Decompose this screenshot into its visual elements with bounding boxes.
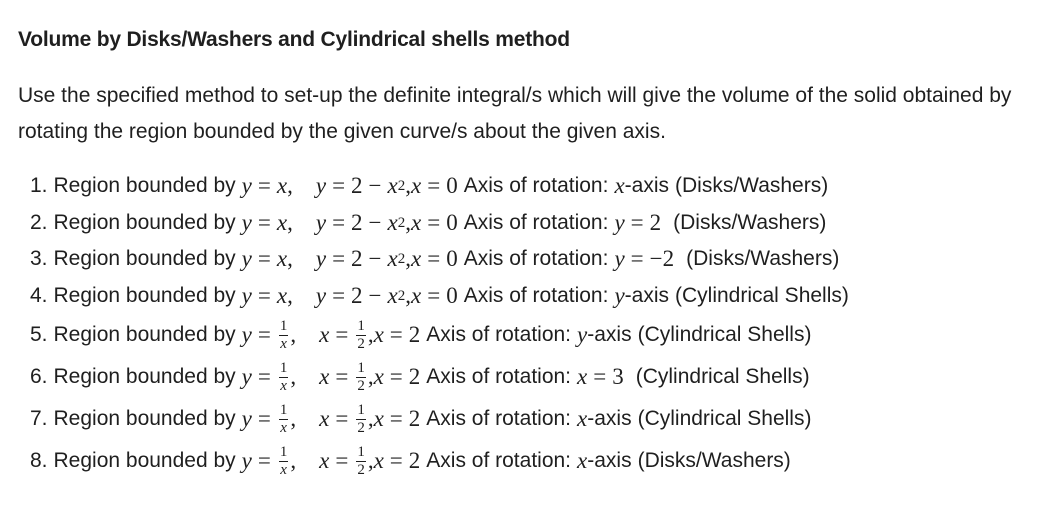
region-label: Region bounded by [53, 283, 236, 307]
math-variable: x [373, 406, 384, 431]
fraction-denominator: 2 [357, 335, 365, 352]
math-variable: y [614, 282, 625, 308]
axis-math [614, 283, 624, 309]
math-variable: x [411, 209, 422, 235]
axis-of-rotation [464, 246, 840, 272]
math-text: , [290, 406, 320, 431]
problem-number: 2. [30, 210, 48, 234]
method-label: (Disks/Washers) [673, 210, 827, 234]
axis-label: Axis of rotation: [426, 449, 572, 472]
math-variable: y [241, 282, 252, 308]
region-label: Region bounded by [53, 247, 236, 271]
axis-of-rotation [426, 406, 811, 432]
math-operator: = [335, 364, 349, 389]
fraction-denominator: x [280, 419, 287, 436]
math-variable: x [614, 173, 625, 199]
math-operator: = [427, 209, 441, 235]
math-text: , [367, 322, 374, 347]
math-operator: − [368, 209, 382, 235]
axis-of-rotation [426, 448, 791, 474]
math-text: 2 [351, 282, 363, 308]
axis-label: Axis of rotation: [463, 283, 609, 307]
region-equations: y = x , y = 2 − x 2 , x = 0 [241, 246, 458, 272]
problem-number: 8. [30, 449, 48, 472]
fraction [279, 361, 289, 394]
math-variable: x [411, 173, 422, 199]
math-text: , [405, 173, 411, 199]
math-variable: x [387, 282, 398, 308]
problem-item [30, 314, 1030, 356]
page-title: Volume by Disks/Washers and Cylindrical shells method [18, 28, 570, 51]
problem-item [30, 168, 1030, 205]
fraction-numerator: 1 [279, 401, 288, 418]
axis-label: Axis of rotation: [426, 323, 572, 346]
axis-label: Axis of rotation: [463, 210, 609, 234]
axis-math [577, 322, 587, 348]
math-variable: y [241, 364, 252, 389]
axis-label: Axis of rotation: [463, 174, 609, 198]
problem-number: 1. [30, 174, 48, 198]
math-text: , [287, 282, 316, 308]
instructions-paragraph: Use the specified method to set-up the definite integral/s which will give the volume of the solid obtained by rotating the region bounded by the given curve/s about the given axis. [18, 84, 1012, 143]
math-operator: = [427, 173, 441, 199]
problem-number: 7. [30, 407, 48, 430]
method-label: (Disks/Washers) [637, 449, 791, 472]
fraction-denominator: 2 [357, 419, 365, 436]
math-variable: x [577, 364, 588, 389]
region-label: Region bounded by [53, 365, 236, 388]
axis-suffix: -axis [624, 283, 669, 307]
math-text: 0 [446, 209, 458, 235]
math-variable: y [614, 209, 625, 235]
fraction-numerator: 1 [279, 443, 288, 460]
fraction-denominator: x [280, 335, 287, 352]
method-label: (Cylindrical Shells) [637, 407, 812, 430]
method-label: (Disks/Washers) [686, 247, 840, 271]
fraction-denominator: 2 [357, 377, 365, 394]
math-text: , [287, 246, 316, 272]
math-operator: = [257, 364, 271, 389]
math-operator: = [335, 448, 349, 473]
axis-label: Axis of rotation: [426, 407, 572, 430]
math-operator: − [368, 246, 382, 272]
math-operator: = [389, 322, 403, 347]
axis-math [614, 210, 661, 236]
math-variable: y [241, 209, 252, 235]
axis-suffix: -axis [587, 449, 632, 472]
fraction [356, 361, 366, 394]
math-variable: x [276, 282, 288, 308]
math-text: 0 [446, 173, 458, 199]
math-text: 0 [446, 282, 458, 308]
math-operator: = [257, 406, 271, 431]
math-variable: x [276, 209, 288, 235]
math-variable: x [373, 448, 384, 473]
axis-of-rotation [426, 322, 811, 348]
region-equations: y = x , y = 2 − x 2 , x = 0 [241, 173, 458, 199]
axis-label: Axis of rotation: [463, 247, 609, 271]
math-operator: = [257, 282, 271, 308]
fraction [279, 319, 289, 352]
problem-item [30, 356, 1030, 398]
math-text: 2 [408, 322, 421, 347]
method-label: (Cylindrical Shells) [635, 365, 810, 388]
problem-number: 3. [30, 247, 48, 271]
region-equations: y = x , y = 2 − x 2 , x = 0 [241, 282, 458, 308]
method-label: (Cylindrical Shells) [675, 283, 849, 307]
math-variable: y [241, 406, 252, 431]
math-operator: = [335, 322, 349, 347]
region-equations [242, 403, 421, 436]
math-text: , [405, 209, 411, 235]
fraction [356, 403, 366, 436]
math-variable: y [241, 246, 252, 272]
method-label: (Disks/Washers) [675, 174, 829, 198]
region-equations [242, 319, 421, 352]
axis-label: Axis of rotation: [426, 365, 572, 388]
math-text: 2 [408, 448, 421, 473]
math-operator: − [368, 173, 382, 199]
math-variable: x [373, 322, 384, 347]
fraction [356, 319, 366, 352]
math-text: , [287, 173, 316, 199]
math-text: , [367, 406, 374, 431]
math-variable: y [315, 209, 327, 235]
math-operator: − [368, 282, 382, 308]
math-text: , [290, 448, 320, 473]
math-text: , [405, 246, 411, 272]
math-text: , [367, 448, 374, 473]
fraction-numerator: 1 [279, 317, 288, 334]
math-text: , [367, 364, 374, 389]
problem-number: 6. [30, 365, 48, 388]
math-text: 2 [649, 209, 662, 235]
region-equations: y = x , y = 2 − x 2 , x = 0 [241, 209, 458, 235]
math-text: , [405, 282, 411, 308]
math-operator: = [335, 406, 349, 431]
axis-of-rotation [464, 283, 849, 309]
fraction [356, 445, 366, 478]
region-equations [242, 361, 421, 394]
fraction [279, 403, 289, 436]
math-operator: = [332, 173, 346, 199]
problem-item [30, 205, 1030, 242]
fraction-denominator: 2 [357, 461, 365, 478]
math-variable: y [241, 448, 252, 473]
math-variable: x [387, 173, 398, 199]
problem-item [30, 241, 1030, 278]
axis-suffix: -axis [587, 407, 632, 430]
math-variable: y [315, 282, 327, 308]
math-operator: = [427, 282, 441, 308]
math-variable: x [276, 246, 288, 272]
math-operator: = [593, 364, 607, 389]
axis-of-rotation [464, 173, 829, 199]
math-variable: x [276, 173, 288, 199]
math-text: −2 [649, 246, 675, 272]
math-operator: = [332, 209, 346, 235]
fraction-numerator: 1 [357, 317, 365, 334]
math-operator: = [257, 246, 271, 272]
math-variable: x [411, 246, 422, 272]
math-variable: x [319, 406, 330, 431]
math-variable: x [577, 448, 588, 473]
axis-of-rotation [426, 364, 809, 390]
problem-item [30, 278, 1030, 315]
math-operator: = [257, 322, 271, 347]
math-variable: x [577, 406, 588, 431]
math-operator: = [332, 246, 346, 272]
problem-list [30, 168, 1030, 482]
math-operator: = [332, 282, 346, 308]
axis-math [577, 406, 587, 432]
math-operator: = [630, 246, 644, 272]
math-operator: = [427, 246, 441, 272]
math-operator: = [389, 448, 403, 473]
math-text: 2 [351, 246, 363, 272]
math-text: 0 [446, 246, 458, 272]
method-label: (Cylindrical Shells) [637, 323, 812, 346]
math-variable: x [319, 448, 330, 473]
math-text: 3 [612, 364, 624, 389]
axis-math [614, 246, 674, 272]
math-variable: y [241, 173, 252, 199]
math-variable: x [411, 282, 422, 308]
math-variable: y [577, 322, 588, 347]
region-label: Region bounded by [53, 407, 236, 430]
math-variable: y [315, 246, 327, 272]
math-text: 2 [351, 173, 363, 199]
region-label: Region bounded by [53, 323, 236, 346]
region-label: Region bounded by [53, 449, 236, 472]
fraction-numerator: 1 [357, 359, 365, 376]
math-operator: = [257, 209, 271, 235]
axis-math [577, 448, 587, 474]
fraction [279, 445, 289, 478]
math-text: , [287, 209, 316, 235]
fraction-numerator: 1 [357, 443, 365, 460]
math-operator: = [257, 448, 271, 473]
problem-number: 5. [30, 323, 48, 346]
math-variable: x [373, 364, 384, 389]
fraction-numerator: 1 [357, 401, 365, 418]
math-text: , [290, 364, 320, 389]
problem-item [30, 440, 1030, 482]
axis-of-rotation [464, 210, 827, 236]
math-text: 2 [351, 209, 363, 235]
math-variable: x [387, 209, 398, 235]
math-text: 2 [408, 406, 421, 431]
fraction-denominator: x [280, 377, 287, 394]
math-variable: x [319, 322, 330, 347]
math-operator: = [630, 209, 644, 235]
math-variable: y [614, 246, 625, 272]
axis-math [577, 364, 624, 390]
axis-suffix: -axis [587, 323, 632, 346]
axis-math [614, 173, 624, 199]
math-variable: y [241, 322, 252, 347]
problem-number: 4. [30, 283, 48, 307]
region-label: Region bounded by [53, 174, 236, 198]
math-variable: x [319, 364, 330, 389]
math-operator: = [257, 173, 271, 199]
fraction-numerator: 1 [279, 359, 288, 376]
fraction-denominator: x [280, 461, 287, 478]
math-operator: = [389, 364, 403, 389]
region-equations [242, 445, 421, 478]
math-variable: y [315, 173, 327, 199]
region-label: Region bounded by [53, 210, 236, 234]
math-variable: x [387, 246, 398, 272]
math-text: 2 [408, 364, 421, 389]
problem-item [30, 398, 1030, 440]
math-text: , [290, 322, 320, 347]
math-operator: = [389, 406, 403, 431]
axis-suffix: -axis [624, 174, 669, 198]
